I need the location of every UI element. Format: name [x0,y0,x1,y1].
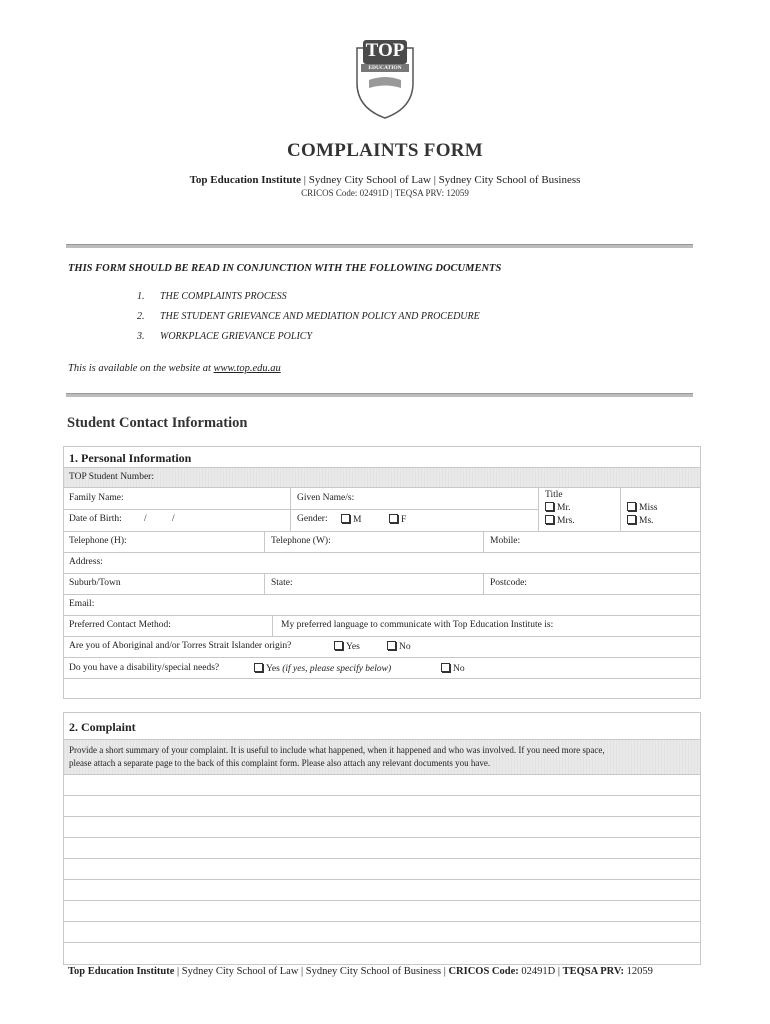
dob-label: Date of Birth: [69,514,122,524]
instructions-line-1: Provide a short summary of your complaint. It is useful to include what happened, when it happened and who was involved. If you need more space, [69,745,605,755]
footer-cricos-value: 02491D | [518,966,563,977]
footer-cricos-label: CRICOS Code: [448,966,519,977]
footer-schools: | Sydney City School of Law | Sydney City School of Business | [174,966,449,977]
postcode-field[interactable] [483,574,700,594]
email-label: Email: [69,599,95,609]
title-miss-option[interactable] [627,502,657,513]
gender-m-label: M [353,515,362,525]
state-label: State: [271,578,293,588]
title-label: Title [545,490,563,500]
checkbox-icon[interactable] [387,641,396,650]
student-number-label: TOP Student Number: [69,472,154,482]
given-names-field[interactable] [290,488,539,509]
complaint-line[interactable] [64,775,700,796]
divider [66,244,693,248]
page-title: COMPLAINTS FORM [286,140,484,161]
checkbox-icon[interactable] [254,663,263,672]
given-names-label: Given Name/s: [297,493,355,503]
suburb-label: Suburb/Town [69,578,121,588]
codes-line: CRICOS Code: 02491D | TEQSA PRV: 12059 [301,188,469,198]
title-mrs-label: Mrs. [557,516,575,526]
complaint-line[interactable] [64,817,700,838]
telephone-w-label: Telephone (W): [271,536,331,546]
checkbox-icon[interactable] [389,514,398,523]
doc-number: 2. [137,311,145,322]
institute-line [0,174,770,186]
personal-info-title: 1. Personal Information [69,451,192,465]
suburb-row [64,574,700,595]
doc-item: THE STUDENT GRIEVANCE AND MEDIATION POLICY AND PROCEDURE [160,311,480,322]
logo-main-text: TOP [365,40,405,61]
schools-text: | Sydney City School of Law | Sydney City School of Business [301,174,581,186]
student-number-row[interactable] [64,468,700,488]
title-field [538,488,621,531]
complaint-header [64,713,700,740]
name-block [64,488,700,531]
preferred-language-field[interactable] [272,616,700,636]
checkbox-icon[interactable] [545,515,554,524]
doc-number: 1. [137,291,145,302]
aboriginal-no-option[interactable] [387,641,411,652]
mobile-label: Mobile: [490,536,521,546]
aboriginal-question: Are you of Aboriginal and/or Torres Strait Islander origin? [69,641,292,651]
doc-item: WORKPLACE GRIEVANCE POLICY [160,331,313,342]
disability-question: Do you have a disability/special needs? [69,663,220,673]
email-field[interactable] [64,595,700,616]
disability-no-option[interactable] [441,663,465,674]
disability-yes-option[interactable] [254,663,391,674]
title-miss-label: Miss [639,503,658,513]
preferred-contact-label: Preferred Contact Method: [69,620,171,630]
institute-name: Top Education Institute [189,174,302,186]
title-ms-option[interactable] [627,515,654,526]
checkbox-icon[interactable] [545,502,554,511]
personal-info-header [64,447,700,468]
title-mr-option[interactable] [545,502,570,513]
title-ms-label: Ms. [639,516,654,526]
gender-field [290,510,539,531]
postcode-label: Postcode: [490,578,527,588]
complaint-line[interactable] [64,796,700,817]
disability-details-field[interactable] [64,679,700,697]
telephone-w-field[interactable] [264,532,484,552]
website-link[interactable]: www.top.edu.au [213,363,281,374]
checkbox-icon[interactable] [627,515,636,524]
disability-row [64,658,700,679]
disability-specify-note: (if yes, please specify below) [282,664,392,674]
complaint-line[interactable] [64,880,700,901]
address-label: Address: [69,557,103,567]
instructions-line-2: please attach a separate page to the back of this complaint form. Please also attach any relevant documents you have. [69,758,491,768]
documents-heading: THIS FORM SHOULD BE READ IN CONJUNCTION WITH THE FOLLOWING DOCUMENTS [68,263,502,274]
complaint-line[interactable] [64,901,700,922]
telephone-h-field[interactable] [64,532,264,552]
dob-separator: / [172,514,175,524]
aboriginal-yes-label: Yes [346,642,360,652]
preferred-language-label: My preferred language to communicate with Top Education Institute is: [281,620,554,630]
checkbox-icon[interactable] [341,514,350,523]
gender-label: Gender: [297,514,328,524]
aboriginal-no-label: No [399,642,411,652]
doc-item: THE COMPLAINTS PROCESS [160,291,287,302]
complaint-line[interactable] [64,943,700,963]
aboriginal-row [64,637,700,658]
suburb-field[interactable] [64,574,264,594]
telephone-h-label: Telephone (H): [69,536,127,546]
doc-number: 3. [137,331,145,342]
mobile-field[interactable] [483,532,700,552]
checkbox-icon[interactable] [441,663,450,672]
title-mr-label: Mr. [557,503,571,513]
title-mrs-option[interactable] [545,515,575,526]
footer [68,966,653,977]
disability-yes-label: Yes [266,664,280,674]
disability-no-label: No [453,664,465,674]
footer-teqsa-label: TEQSA PRV: [562,966,624,977]
preference-row [64,616,700,637]
aboriginal-yes-option[interactable] [334,641,360,652]
logo-band-text: EDUCATION [368,65,402,71]
availability-note [68,363,281,374]
checkbox-icon[interactable] [627,502,636,511]
preferred-contact-field[interactable] [64,616,272,636]
gender-f-option[interactable] [389,514,406,525]
address-field[interactable] [64,553,700,574]
family-name-label: Family Name: [69,493,124,503]
complaint-line[interactable] [64,922,700,943]
personal-info-box [63,446,701,699]
complaint-instructions [64,740,700,775]
footer-teqsa-value: 12059 [623,966,653,977]
title-field-2 [620,488,700,531]
section-title: Student Contact Information [67,415,248,431]
divider [66,393,693,397]
footer-institute: Top Education Institute [68,966,175,977]
complaint-box [63,712,701,965]
telephone-row [64,532,700,553]
top-education-logo [335,28,435,128]
complaint-title: 2. Complaint [69,720,136,734]
complaint-line[interactable] [64,859,700,880]
gender-m-option[interactable] [341,514,361,525]
availability-text: This is available on the website at [68,363,214,374]
complaint-line[interactable] [64,838,700,859]
checkbox-icon[interactable] [334,641,343,650]
dob-separator: / [144,514,147,524]
gender-f-label: F [401,515,407,525]
state-field[interactable] [264,574,484,594]
